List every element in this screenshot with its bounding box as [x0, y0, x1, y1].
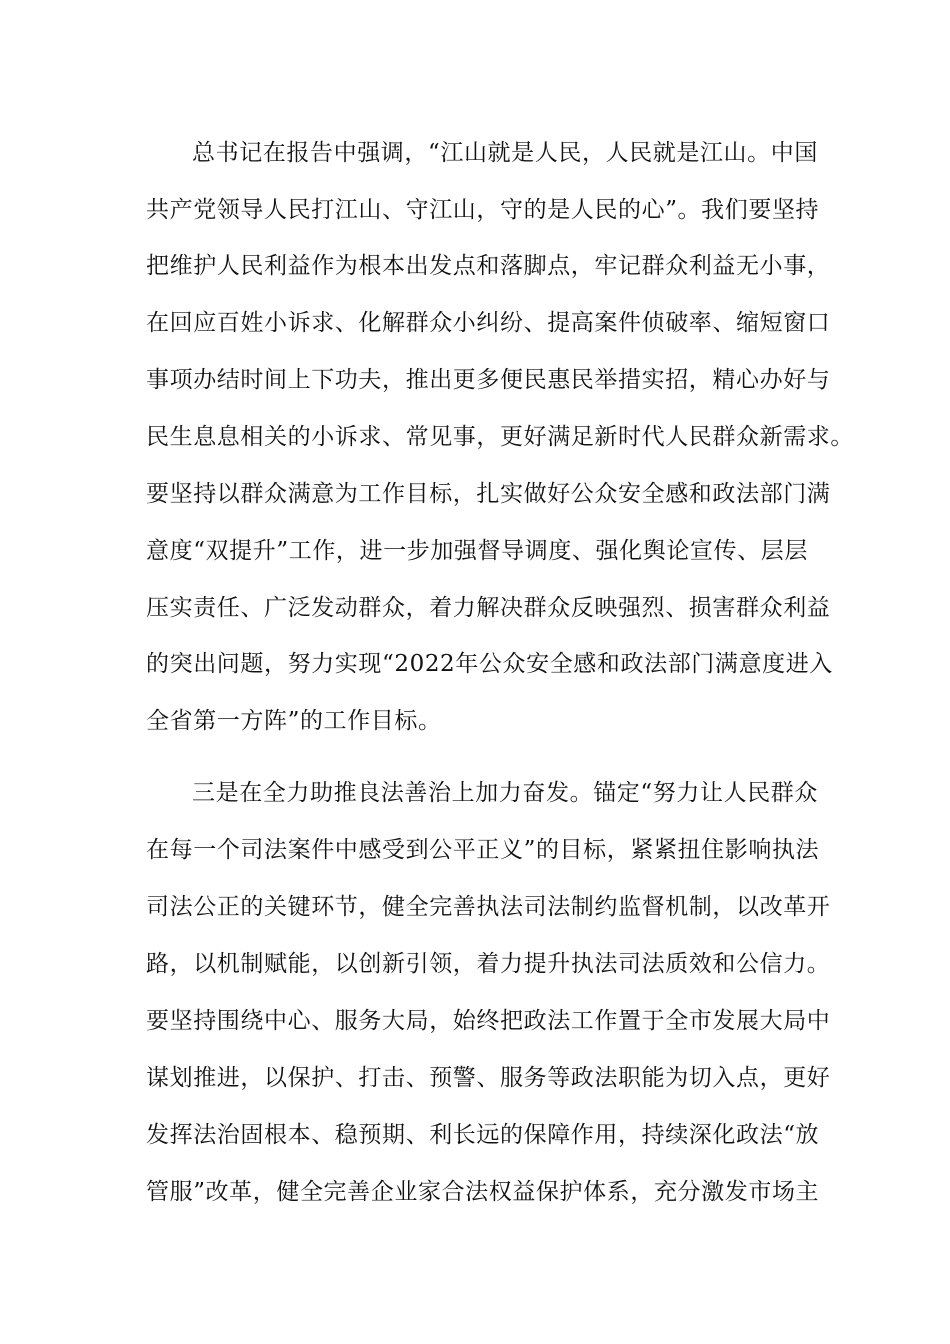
text-line: 意度“双提升”工作，进一步加强督导调度、强化舆论宣传、层层	[146, 538, 808, 564]
text-line: 共产党领导人民打江山、守江山，守的是人民的心”。我们要坚持	[146, 197, 820, 223]
text-line: 全省第一方阵”的工作目标。	[146, 708, 442, 734]
text-line: 的突出问题，努力实现“2022年公众安全感和政法部门满意度进入	[146, 651, 833, 677]
text-line: 路，以机制赋能，以创新引领，着力提升执法司法质效和公信力。	[146, 951, 831, 977]
text-line: 总书记在报告中强调，“江山就是人民，人民就是江山。中国	[192, 140, 818, 166]
text-line: 要坚持围绕中心、服务大局，始终把政法工作置于全市发展大局中	[146, 1008, 831, 1034]
text-line: 在回应百姓小诉求、化解群众小纠纷、提高案件侦破率、缩短窗口	[146, 310, 831, 336]
text-line: 事项办结时间上下功夫，推出更多便民惠民举措实招，精心办好与	[146, 367, 831, 393]
text-line: 压实责任、广泛发动群众，着力解决群众反映强烈、损害群众利益	[146, 595, 831, 621]
text-line: 要坚持以群众满意为工作目标，扎实做好公众安全感和政法部门满	[146, 481, 831, 507]
text-line: 三是在全力助推良法善治上加力奋发。锚定“努力让人民群众	[192, 780, 818, 806]
text-line: 把维护人民利益作为根本出发点和落脚点，牢记群众利益无小事，	[146, 253, 831, 279]
text-line: 谋划推进，以保护、打击、预警、服务等政法职能为切入点，更好	[146, 1065, 831, 1091]
text-line: 管服”改革，健全完善企业家合法权益保护体系，充分激发市场主	[146, 1179, 820, 1205]
text-line: 发挥法治固根本、稳预期、利长远的保障作用，持续深化政法“放	[146, 1122, 820, 1148]
text-line: 在每一个司法案件中感受到公平正义”的目标，紧紧扭住影响执法	[146, 837, 820, 863]
text-line: 司法公正的关键环节，健全完善执法司法制约监督机制，以改革开	[146, 894, 831, 920]
text-line: 民生息息相关的小诉求、常见事，更好满足新时代人民群众新需求。	[146, 424, 854, 450]
